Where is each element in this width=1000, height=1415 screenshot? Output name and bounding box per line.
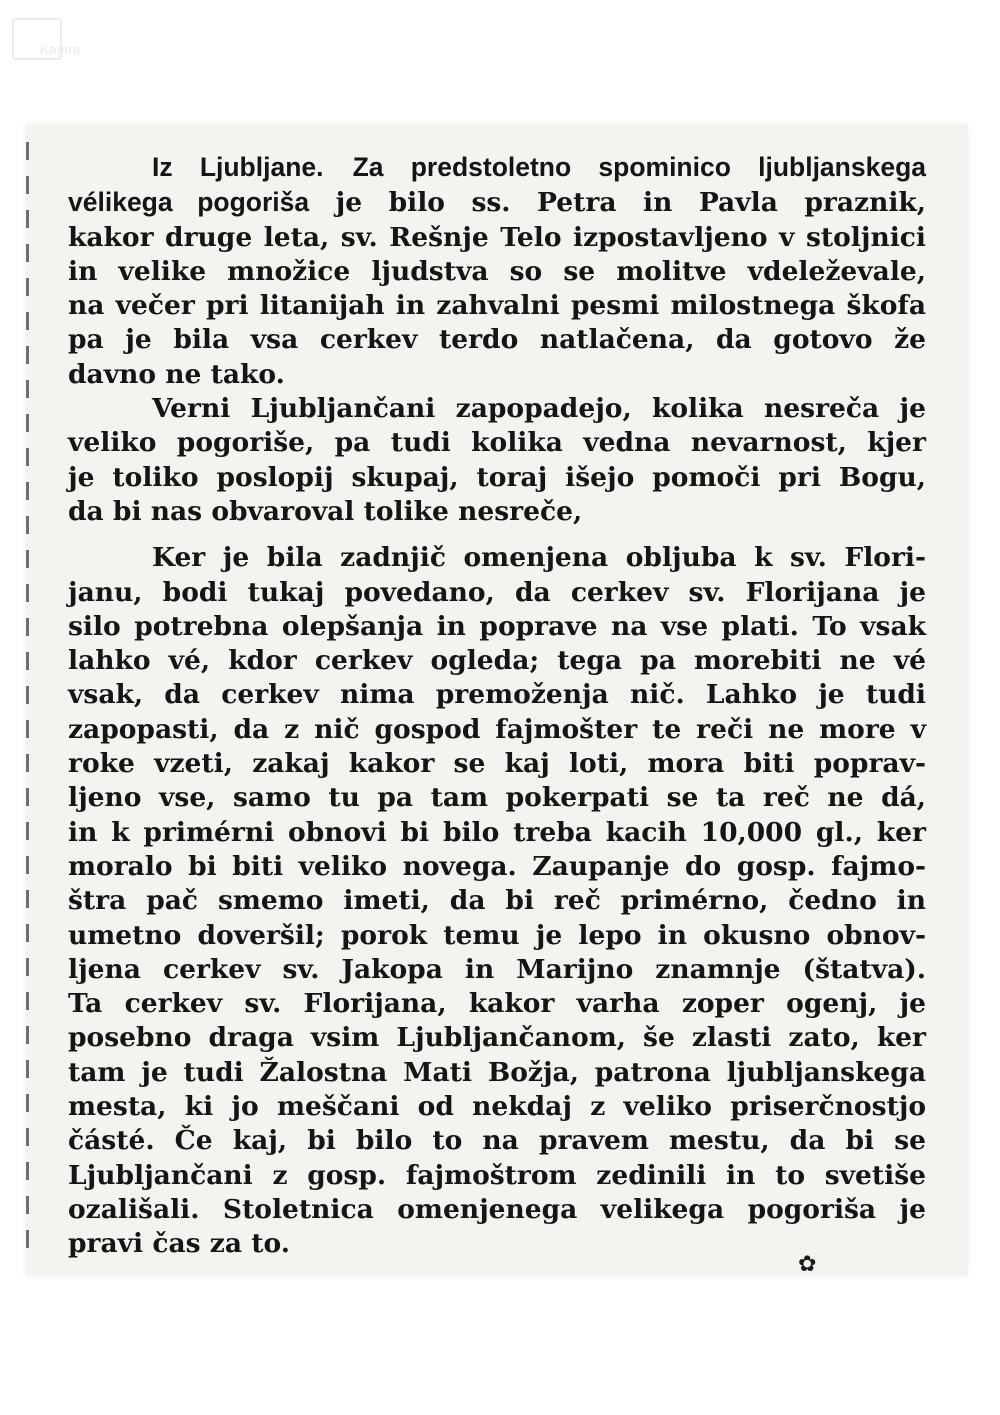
- article-line: ljeno vse, samo tu pa tam pokerpati se ta reč ne dá,: [68, 782, 926, 814]
- article-line: da bi nas obvaroval tolike nesreče,: [68, 495, 583, 527]
- article-text: je bilo ss. Petra in Pavla praznik,: [335, 187, 926, 219]
- article-line: kakor druge leta, sv. Rešnje Telo izpostavljeno v stoljnici: [68, 221, 926, 253]
- article-line: davno ne tako.: [68, 358, 285, 390]
- article-line: janu, bodi tukaj povedano, da cerkev sv. Florijana je: [68, 576, 926, 608]
- article-line: Verni Ljubljančani zapopadejo, kolika nesreča je: [152, 393, 926, 425]
- kamra-watermark-logo: [10, 12, 120, 62]
- headline-continued: vélikega pogoriša: [68, 187, 310, 218]
- article-line: ljena cerkev sv. Jakopa in Marijno znamnje (štatva).: [68, 953, 926, 985]
- end-ornament-icon: ✿: [798, 1252, 817, 1277]
- article-line: ozališali. Stoletnica omenjenega velikega pogoriša je: [68, 1193, 926, 1225]
- article-line: posebno draga vsim Ljubljančanom, še zlasti zato, ker: [68, 1022, 926, 1054]
- paragraph-gap: [68, 529, 926, 541]
- article-line: Ta cerkev sv. Florijana, kakor varha zoper ogenj, je: [68, 988, 926, 1020]
- article-line: na večer pri litanijah in zahvalni pesmi milostnega škofa: [68, 290, 926, 322]
- article-line: Ker je bila zadnjič omenjena obljuba k sv. Flori-: [152, 542, 926, 574]
- article-line: Ljubljančani z gosp. fajmoštrom zedinili in to svetiše: [68, 1159, 926, 1191]
- article-body: [68, 150, 926, 1262]
- article-line: vsak, da cerkev nima premoženja nič. Lahko je tudi: [68, 679, 926, 711]
- dateline: Iz Ljubljane.: [152, 152, 324, 182]
- article-line: lahko vé, kdor cerkev ogleda; tega pa morebiti ne vé: [68, 645, 926, 677]
- article-line: silo potrebna olepšanja in poprave na vse plati. To vsak: [68, 610, 926, 642]
- newspaper-clipping: [26, 124, 968, 1276]
- column-rule: [26, 142, 29, 1254]
- article-line-2: [68, 185, 926, 220]
- article-line-1: [68, 150, 926, 185]
- article-line: in velike množice ljudstva so se molitve vdeleževale,: [68, 255, 926, 287]
- article-line: zapopasti, da z nič gospod fajmošter te reči ne more v: [68, 713, 926, 745]
- article-line: mesta, ki jo meščani od nekdaj z veliko priserčnostjo: [68, 1091, 926, 1123]
- article-line: veliko pogoriše, pa tudi kolika vedna nevarnost, kjer: [68, 427, 926, 459]
- article-line: moralo bi biti veliko novega. Zaupanje do gosp. fajmo-: [68, 850, 926, 882]
- article-line: in k primérni obnovi bi bilo treba kacih 10,000 gl., ker: [68, 816, 926, 848]
- headline: Za predstoletno spominico ljubljanskega: [352, 152, 926, 182]
- article-line: štra pač smemo imeti, da bi reč primérno, čedno in: [68, 885, 926, 917]
- article-line: pa je bila vsa cerkev terdo natlačena, da gotovo že: [68, 324, 926, 356]
- article-line: pravi čas za to.: [68, 1228, 290, 1260]
- article-line: je toliko poslopij skupaj, toraj išejo pomoči pri Bogu,: [68, 461, 926, 493]
- article-line: částé. Če kaj, bi bilo to na pravem mestu, da bi se: [68, 1125, 926, 1157]
- article-line: roke vzeti, zakaj kakor se kaj loti, mora biti poprav-: [68, 748, 926, 780]
- article-line: umetno doveršil; porok temu je lepo in okusno obnov-: [68, 919, 926, 951]
- article-line: tam je tudi Žalostna Mati Božja, patrona ljubljanskega: [68, 1056, 926, 1088]
- watermark-text: Kamra: [40, 42, 81, 57]
